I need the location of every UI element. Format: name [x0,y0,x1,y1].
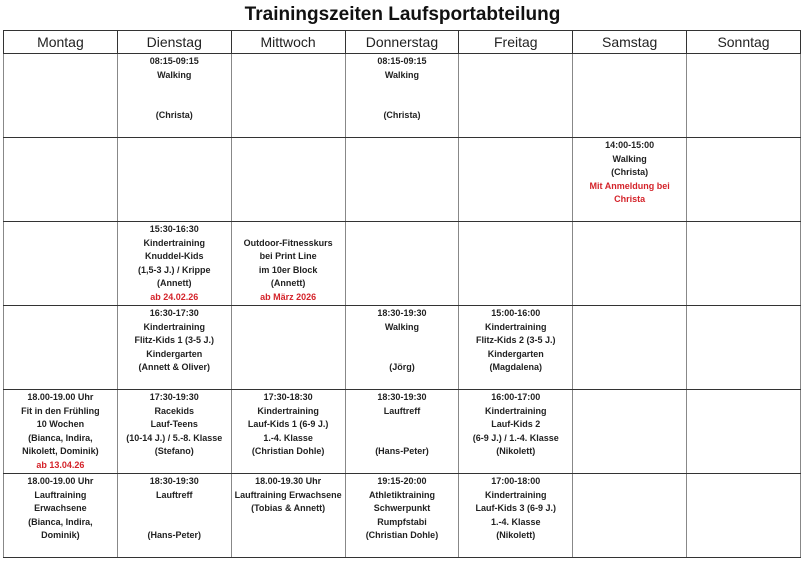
session-entry [459,390,572,459]
session-line: 16:30-17:30 [149,308,199,318]
session-line: Schwerpunkt [373,503,431,514]
schedule-cell-samstag [573,54,687,138]
session-line: (Bianca, Indira, [28,516,93,527]
session-line [346,418,459,432]
session-note: ab 13.04.26 [36,459,85,470]
schedule-cell-donnerstag [345,222,459,306]
session-entry [232,138,345,139]
session-line: (Stefano) [154,446,194,457]
schedule-cell-samstag [573,222,687,306]
session-entry [232,474,345,516]
session-line: 1.-4. Klasse [263,432,313,443]
session-line [232,223,345,237]
schedule-cell-freitag [459,138,573,222]
session-line: (Nikolett) [496,446,536,457]
session-line: Kindertraining [485,489,547,500]
session-entry [573,138,686,207]
session-entry [687,390,800,391]
session-line: Flitz-Kids 1 (3-5 J.) [134,335,215,346]
session-entry [346,474,459,543]
schedule-cell-sonntag [687,54,801,138]
schedule-row [4,222,801,306]
session-line: (Jörg) [389,362,415,373]
schedule-cell-dienstag [117,306,231,390]
schedule-cell-samstag [573,474,687,558]
schedule-cell-montag [4,54,118,138]
session-entry [687,222,800,223]
session-line: Lauftreff [156,489,193,500]
session-line: 18.00-19.00 Uhr [27,476,94,486]
schedule-cell-sonntag [687,390,801,474]
schedule-cell-mittwoch [231,138,345,222]
schedule-cell-mittwoch [231,390,345,474]
schedule-cell-freitag [459,222,573,306]
session-line: 18:30-19:30 [377,392,427,402]
session-line: Lauf-Kids 1 (6-9 J.) [247,419,329,430]
session-line: (1,5-3 J.) / Krippe [138,264,211,275]
session-line: 14:00-15:00 [605,140,655,150]
session-line: Kindertraining [143,321,206,332]
session-entry [232,390,345,459]
session-line: (Christian Dohle) [365,530,439,541]
session-line: 18.00-19.30 Uhr [255,476,322,486]
schedule-cell-freitag [459,390,573,474]
day-header-montag: Montag [4,31,118,54]
day-header-donnerstag: Donnerstag [345,31,459,54]
session-line: Lauftreff [383,405,421,416]
session-entry [459,474,572,543]
session-note: Mit Anmeldung bei [589,180,670,191]
header-row [4,31,801,54]
schedule-cell-freitag [459,306,573,390]
session-entry [687,54,800,55]
session-entry [4,474,117,543]
schedule-cell-dienstag [117,54,231,138]
schedule-cell-sonntag [687,474,801,558]
session-line: 17:30-19:30 [149,392,199,402]
session-line: Athletiktraining [368,489,435,500]
session-entry [346,390,459,459]
schedule-cell-mittwoch [231,222,345,306]
session-entry [346,54,459,123]
schedule-cell-sonntag [687,306,801,390]
schedule-table [3,30,801,558]
schedule-cell-sonntag [687,222,801,306]
session-line: (Christa) [155,110,193,121]
session-line: (Hans-Peter) [375,446,429,457]
session-note: Christa [614,194,646,205]
schedule-cell-montag [4,474,118,558]
schedule-cell-montag [4,306,118,390]
session-entry [232,54,345,55]
session-line: (Bianca, Indira, [28,432,93,443]
session-line: Lauf-Kids 3 (6-9 J.) [475,503,557,514]
schedule-cell-samstag [573,138,687,222]
session-entry [4,54,117,55]
schedule-cell-donnerstag [345,306,459,390]
session-line [118,502,231,516]
schedule-cell-samstag [573,390,687,474]
schedule-cell-dienstag [117,138,231,222]
session-line: Kindertraining [485,321,547,332]
session-line: (Christian Dohle) [251,446,325,457]
session-line: Knuddel-Kids [145,251,204,262]
schedule-row [4,306,801,390]
day-header-mittwoch: Mittwoch [231,31,345,54]
schedule-cell-freitag [459,54,573,138]
session-line: Fit in den Frühling [21,405,100,416]
session-line: Lauftraining [34,489,87,500]
session-line: bei Print Line [259,251,317,262]
schedule-cell-donnerstag [345,138,459,222]
session-line: Lauf-Teens [150,419,198,430]
schedule-cell-donnerstag [345,474,459,558]
session-entry [573,390,686,391]
schedule-cell-donnerstag [345,54,459,138]
session-entry [687,138,800,139]
session-entry [118,54,231,123]
page-title: Trainingszeiten Laufsportabteilung [244,4,561,25]
session-note: ab 24.02.26 [150,291,199,302]
session-entry [4,138,117,139]
session-line: Walking [612,153,647,164]
session-entry [459,222,572,223]
session-line: Rumpfstabi [377,516,427,527]
schedule-row [4,138,801,222]
session-line: Walking [157,69,192,80]
session-line [346,334,459,348]
session-line: 18:30-19:30 [149,476,199,486]
session-line: 16:00-17:00 [491,392,541,402]
session-line: Walking [384,69,420,80]
schedule-cell-dienstag [117,222,231,306]
session-entry [573,306,686,307]
session-line: 17:30-18:30 [263,392,313,402]
session-line: 18.00-19.00 Uhr [27,392,94,402]
session-line: (10-14 J.) / 5.-8. Klasse [126,432,223,443]
session-line: (Annett) [270,278,306,289]
session-line: 08:15-09:15 [149,56,199,66]
day-header-samstag: Samstag [573,31,687,54]
session-line [346,82,459,96]
session-entry [4,306,117,307]
session-entry [118,390,231,459]
session-entry [687,474,800,475]
session-line: 15:30-16:30 [149,224,199,234]
session-line: (Magdalena) [489,362,543,373]
session-line: 18:30-19:30 [377,308,427,318]
session-line [346,96,459,110]
schedule-cell-mittwoch [231,54,345,138]
schedule-row [4,390,801,474]
session-line: Erwachsene [34,503,87,514]
schedule-cell-sonntag [687,138,801,222]
schedule-cell-donnerstag [345,390,459,474]
session-line: 15:00-16:00 [491,308,541,318]
schedule-row [4,54,801,138]
schedule-cell-mittwoch [231,474,345,558]
session-entry [118,306,231,375]
session-line: 19:15-20:00 [377,476,427,486]
session-line: Lauftraining Erwachsene [234,489,342,500]
session-entry [4,390,117,473]
schedule-row [4,474,801,558]
session-entry [573,54,686,55]
session-line: 1.-4. Klasse [491,516,541,527]
schedule-body [4,54,801,558]
session-entry [232,222,345,305]
session-line: (Tobias & Annett) [251,503,326,514]
day-header-dienstag: Dienstag [117,31,231,54]
session-line [118,96,231,110]
session-line: Outdoor-Fitnesskurs [243,237,333,248]
schedule-cell-montag [4,138,118,222]
session-entry [687,306,800,307]
session-line: Walking [384,321,420,332]
session-line: (Annett) [157,278,192,289]
session-line: 17:00-18:00 [491,476,541,486]
session-line: Kindergarten [146,348,203,359]
session-entry [232,306,345,307]
session-line: Racekids [154,405,195,416]
session-line [346,348,459,362]
session-line: 10 Wochen [36,419,85,430]
session-entry [346,138,459,139]
session-line: Nikolett, Dominik) [22,446,99,457]
session-line [118,516,231,530]
session-line: Kindertraining [485,405,547,416]
session-entry [346,306,459,375]
session-line: Flitz-Kids 2 (3-5 J.) [476,335,556,346]
session-line: (Hans-Peter) [147,530,202,541]
schedule-cell-dienstag [117,474,231,558]
session-line: (Christa) [383,110,421,121]
session-entry [118,222,231,305]
session-entry [573,222,686,223]
schedule-cell-montag [4,222,118,306]
session-line: Kindertraining [143,237,206,248]
session-entry [459,54,572,55]
session-line: (Annett & Oliver) [138,362,211,373]
session-entry [118,474,231,543]
day-header-sonntag: Sonntag [687,31,801,54]
session-line: (Nikolett) [496,530,536,541]
session-line [118,82,231,96]
day-header-freitag: Freitag [459,31,573,54]
session-line: Dominik) [41,530,80,541]
schedule-cell-montag [4,390,118,474]
session-line: Kindertraining [257,405,319,416]
schedule-cell-mittwoch [231,306,345,390]
session-entry [459,306,572,375]
session-line: 08:15-09:15 [377,56,427,66]
session-note: ab März 2026 [260,291,317,302]
session-line: (Christa) [611,167,649,178]
session-line: Lauf-Kids 2 [491,419,541,430]
session-entry [346,222,459,223]
session-line: (6-9 J.) / 1.-4. Klasse [472,432,559,443]
session-entry [4,222,117,223]
schedule-cell-dienstag [117,390,231,474]
schedule-cell-samstag [573,306,687,390]
session-entry [573,474,686,475]
session-entry [459,138,572,139]
session-line: Kindergarten [487,348,544,359]
session-line [346,432,459,446]
session-entry [118,138,231,139]
schedule-cell-freitag [459,474,573,558]
session-line: im 10er Block [258,264,318,275]
